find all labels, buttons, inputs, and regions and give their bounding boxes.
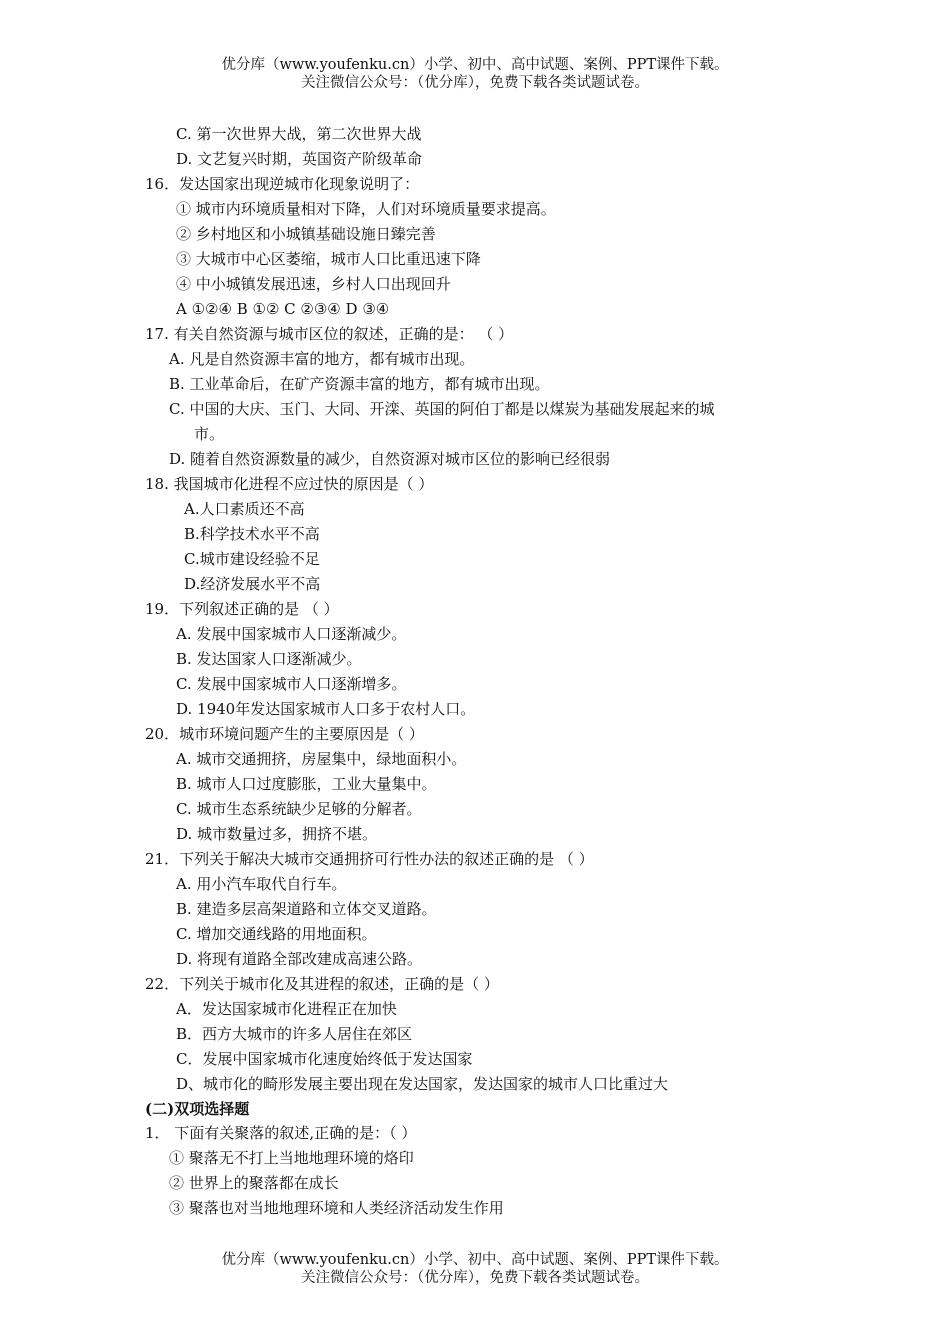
footer-line-1: 优分库（www.youfenku.cn）小学、初中、高中试题、案例、PPT课件下载。 xyxy=(221,1252,729,1268)
option-line: D.经济发展水平不高 xyxy=(184,575,321,593)
option-line: C．发展中国家城市化速度始终低于发达国家 xyxy=(176,1050,473,1068)
option-line: B.科学技术水平不高 xyxy=(184,525,320,543)
question-line: 16．发达国家出现逆城市化现象说明了： xyxy=(145,175,420,193)
option-line: A ①②④ B ①② C ②③④ D ③④ xyxy=(176,300,390,318)
option-line: D. 随着自然资源数量的减少，自然资源对城市区位的影响已经很弱 xyxy=(169,450,611,468)
option-line: A. 用小汽车取代自行车。 xyxy=(176,875,347,893)
statement-line: ② 乡村地区和小城镇基础设施日臻完善 xyxy=(176,225,436,243)
option-line: D. 1940年发达国家城市人口多于农村人口。 xyxy=(176,700,476,718)
option-line: A. 发展中国家城市人口逐渐减少。 xyxy=(176,625,407,643)
option-line: B. 城市人口过度膨胀，工业大量集中。 xyxy=(176,775,437,793)
option-line: A.人口素质还不高 xyxy=(184,500,305,518)
statement-line: ④ 中小城镇发展迅速，乡村人口出现回升 xyxy=(176,275,451,293)
question-line: 22．下列关于城市化及其进程的叙述，正确的是（ ） xyxy=(145,975,499,993)
page-header xyxy=(0,56,950,92)
option-line: C. 增加交通线路的用地面积。 xyxy=(176,925,377,943)
question-line: 20．城市环境问题产生的主要原因是（ ） xyxy=(145,725,424,743)
option-line: A．发达国家城市化进程正在加快 xyxy=(176,1000,397,1018)
question-line: 21．下列关于解决大城市交通拥挤可行性办法的叙述正确的是 （ ） xyxy=(145,850,594,868)
header-line-2: 关注微信公众号：（优分库），免费下载各类试题试卷。 xyxy=(301,75,649,91)
option-line: C.城市建设经验不足 xyxy=(184,550,320,568)
question-line: 18. 我国城市化进程不应过快的原因是（ ） xyxy=(145,475,434,493)
option-line: B. 建造多层高架道路和立体交叉道路。 xyxy=(176,900,437,918)
option-line: C. 城市生态系统缺少足够的分解者。 xyxy=(176,800,422,818)
footer-line-2: 关注微信公众号：（优分库），免费下载各类试题试卷。 xyxy=(301,1270,649,1286)
option-line: A. 凡是自然资源丰富的地方，都有城市出现。 xyxy=(169,350,475,368)
page-footer xyxy=(0,1251,950,1287)
option-line: B．西方大城市的许多人居住在郊区 xyxy=(176,1025,413,1043)
option-line-continued: 市。 xyxy=(194,425,225,443)
statement-line: ① 城市内环境质量相对下降，人们对环境质量要求提高。 xyxy=(176,200,556,218)
statement-line: ① 聚落无不打上当地地理环境的烙印 xyxy=(169,1149,414,1167)
statement-line: ③ 大城市中心区萎缩，城市人口比重迅速下降 xyxy=(176,250,481,268)
question-line: 17. 有关自然资源与城市区位的叙述，正确的是： （ ） xyxy=(145,325,514,343)
option-line: C. 第一次世界大战，第二次世界大战 xyxy=(176,125,422,143)
option-line: D. 将现有道路全部改建成高速公路。 xyxy=(176,950,423,968)
option-line: B. 工业革命后，在矿产资源丰富的地方，都有城市出现。 xyxy=(169,375,550,393)
option-line: A. 城市交通拥挤，房屋集中，绿地面积小。 xyxy=(176,750,467,768)
statement-line: ③ 聚落也对当地地理环境和人类经济活动发生作用 xyxy=(169,1199,504,1217)
option-line: C. 中国的大庆、玉门、大同、开滦、英国的阿伯丁都是以煤炭为基础发展起来的城 xyxy=(169,400,715,418)
option-line: C. 发展中国家城市人口逐渐增多。 xyxy=(176,675,407,693)
header-line-1: 优分库（www.youfenku.cn）小学、初中、高中试题、案例、PPT课件下载。 xyxy=(221,57,729,73)
question-line: 19．下列叙述正确的是 （ ） xyxy=(145,600,339,618)
section-heading: (二)双项选择题 xyxy=(145,1100,250,1118)
question-line: 1． 下面有关聚落的叙述,正确的是：（ ） xyxy=(145,1124,417,1142)
option-line: B. 发达国家人口逐渐减少。 xyxy=(176,650,362,668)
statement-line: ② 世界上的聚落都在成长 xyxy=(169,1174,339,1192)
option-line: D. 城市数量过多，拥挤不堪。 xyxy=(176,825,378,843)
option-line: D、城市化的畸形发展主要出现在发达国家，发达国家的城市人口比重过大 xyxy=(176,1075,669,1093)
option-line: D. 文艺复兴时期，英国资产阶级革命 xyxy=(176,150,423,168)
